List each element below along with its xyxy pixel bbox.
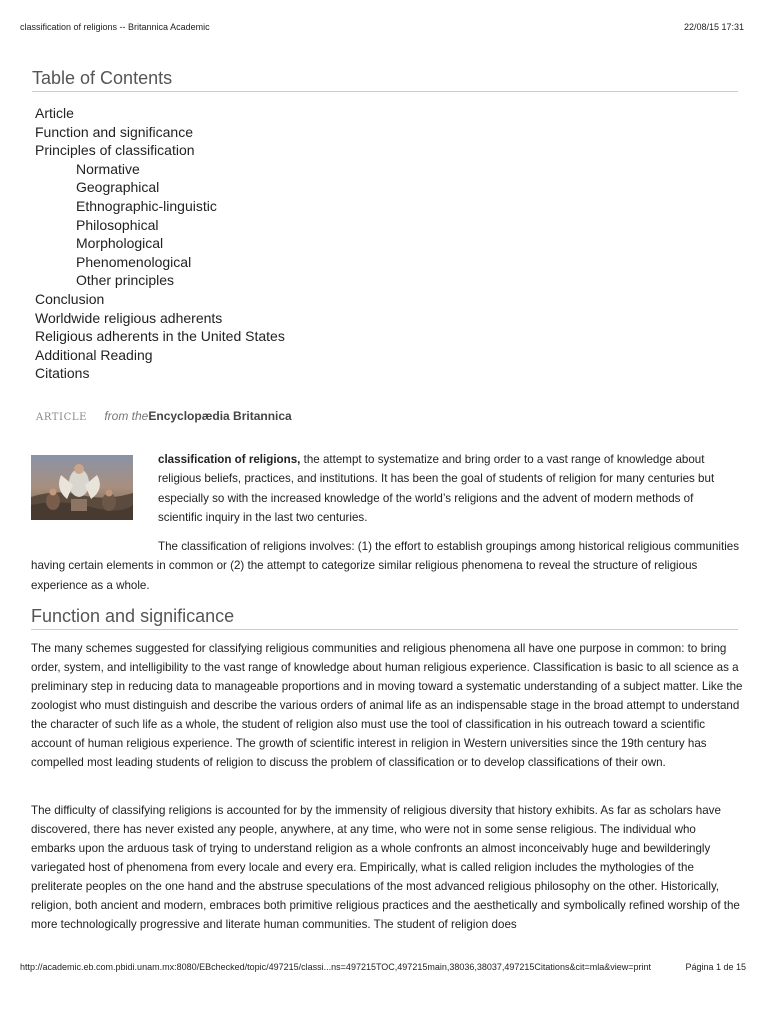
toc-item-morphological[interactable]: Morphological <box>76 235 164 252</box>
print-header-datetime: 22/08/15 17:31 <box>683 22 744 32</box>
toc-item-function-and-significance[interactable]: Function and significance <box>35 123 193 140</box>
toc-item-conclusion[interactable]: Conclusion <box>35 290 105 307</box>
toc-item-citations[interactable]: Citations <box>35 365 90 382</box>
toc-item-phenomenological[interactable]: Phenomenological <box>76 253 192 270</box>
section-paragraph: The many schemes suggested for classifying religious communities and religious phenomena all have one purpose in common: to bring order, system, and intelligibility to the vast range of knowledge about human religious experience. Classification is basic to all science as a preliminary step in reducing data to manageable proportions and in moving toward a systematic understanding of a subject matter. Like the zoologist who must distinguish and describe the various orders of animal life as an indispensable stage in the broad attempt to understand the character of such life as a whole, the student of religion also must use the tool of classification in his outreach toward a scientific account of human religious experience. The growth of scientific interest in religion in Western universities since the 19th century has compelled most leading students of religion to discuss the problem of classification or to develop classifications of their own. <box>31 642 743 769</box>
article-paragraph-2: The classification of religions involves: (1) the effort to establish groupings among historical religious communities having certain elements in common or (2) the attempt to categorize similar religious phenomena to reveal the structure of religious experience as a whole. <box>31 540 740 592</box>
article-intro <box>158 450 740 527</box>
toc-item-ethnographic-linguistic[interactable]: Ethnographic-linguistic <box>76 197 217 214</box>
toc-item-philosophical[interactable]: Philosophical <box>76 216 159 233</box>
section-heading-function-and-significance: Function and significance <box>31 606 738 630</box>
religious-painting-thumbnail <box>31 455 133 520</box>
toc-heading: Table of Contents <box>32 68 738 92</box>
article-term: classification of religions, <box>158 453 301 466</box>
toc-item-principles-of-classification[interactable]: Principles of classification <box>35 142 195 159</box>
print-header-title: classification of religions -- Britannica Academic <box>20 22 210 32</box>
article-tag: ARTICLE <box>36 412 87 423</box>
source-publication: Encyclopædia Britannica <box>148 409 292 423</box>
toc-item-worldwide-religious-adherents[interactable]: Worldwide religious adherents <box>35 309 223 326</box>
toc-item-geographical[interactable]: Geographical <box>76 179 160 196</box>
toc-item-additional-reading[interactable]: Additional Reading <box>35 346 153 363</box>
toc-item-article[interactable]: Article <box>35 105 74 121</box>
table-of-contents <box>35 104 285 383</box>
toc-item-other-principles[interactable]: Other principles <box>76 272 175 289</box>
article-intro-text: the attempt to systematize and bring order to a vast range of knowledge about religious beliefs, practices, and institutions. It has been the goal of students of religion for many centuries but especially so with the increased knowledge of the world’s religions and the advent of modern methods of scientific inquiry in the last two centuries. <box>158 453 715 524</box>
article-source-line <box>36 409 292 423</box>
print-footer-url: http://academic.eb.com.pbidi.unam.mx:8080/EBchecked/topic/497215/classi...ns=497215TOC,497215main,38036,38037,497215Citations&cit=mla&view=print <box>20 962 651 972</box>
toc-item-normative[interactable]: Normative <box>76 160 140 177</box>
section-paragraph: The difficulty of classifying religions is accounted for by the immensity of religious diversity that history exhibits. As far as scholars have discovered, there has never existed any people, anywhere, at any time, who were not in some sense religious. The individual who embarks upon the arduous task of trying to understand religion as a whole confronts an almost inconceivably huge and bewilderingly variegated host of phenomena from every locale and every era. Empirically, what is called religion includes the mythologies of the preliterate peoples on the one hand and the abstruse speculations of the most advanced religious philosophy on the other. Historically, religion, both ancient and modern, embraces both primitive religious practices and the aesthetically and symbolically refined worship of the more technologically progressive and literate human communities. The student of religion does <box>31 804 740 931</box>
article-image[interactable] <box>31 455 133 520</box>
toc-item-religious-adherents-us[interactable]: Religious adherents in the United States <box>35 328 285 345</box>
print-footer-page: Página 1 de 15 <box>685 962 746 972</box>
source-prefix: from the <box>104 409 149 423</box>
